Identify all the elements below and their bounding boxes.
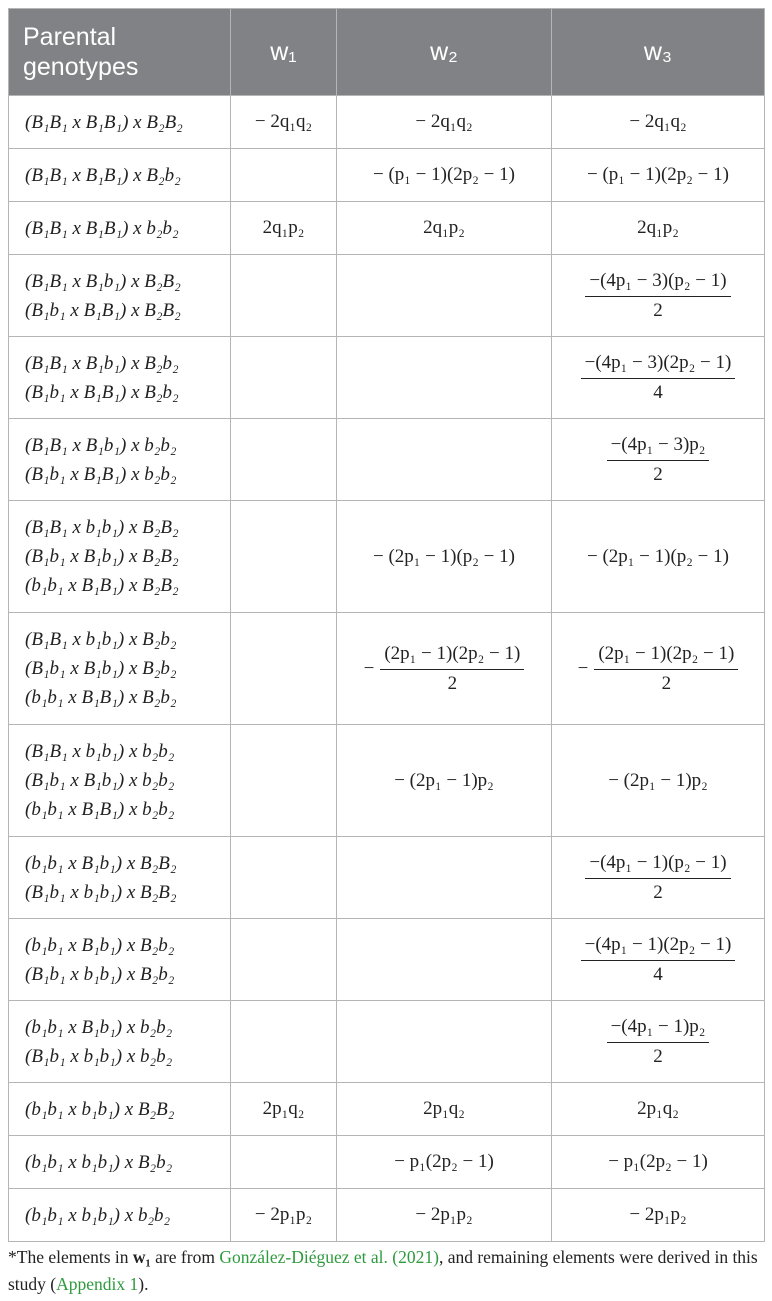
table-row bbox=[9, 202, 765, 255]
w1-cell bbox=[231, 255, 337, 337]
fraction bbox=[585, 270, 730, 322]
w3-fraction bbox=[585, 270, 730, 322]
table-container bbox=[8, 8, 764, 1242]
fraction-denominator: 2 bbox=[653, 463, 663, 485]
fraction bbox=[607, 434, 710, 486]
w3-fraction bbox=[607, 1016, 710, 1068]
w2-cell bbox=[337, 613, 552, 725]
genotype-line: (B₁b₁ x b₁b₁) x b₂b₂ bbox=[25, 1045, 173, 1067]
w3-fraction bbox=[585, 852, 730, 904]
w3-cell bbox=[552, 1001, 765, 1083]
w3-cell bbox=[552, 96, 765, 149]
genotype-cell bbox=[9, 725, 231, 837]
citation-link[interactable]: González-Diéguez et al. (2021) bbox=[219, 1247, 439, 1267]
w2-cell bbox=[337, 337, 552, 419]
genotype-cell bbox=[9, 337, 231, 419]
w2-value: − (2p₁ − 1)p₂ bbox=[394, 769, 494, 791]
w2-cell bbox=[337, 202, 552, 255]
w2-value: − (2p₁ − 1)(p₂ − 1) bbox=[373, 545, 515, 567]
fraction-numerator: −(4p₁ − 3)(p₂ − 1) bbox=[585, 270, 730, 297]
w3-value: − (2p₁ − 1)p₂ bbox=[608, 769, 708, 791]
genotype-table bbox=[8, 8, 765, 1242]
w1-cell bbox=[231, 919, 337, 1001]
table-row bbox=[9, 725, 765, 837]
w1-cell bbox=[231, 202, 337, 255]
w3-value: − (2p₁ − 1)(p₂ − 1) bbox=[587, 545, 729, 567]
w2-value: − (p₁ − 1)(2p₂ − 1) bbox=[373, 164, 515, 185]
w2-cell bbox=[337, 1136, 552, 1189]
fraction-denominator: 4 bbox=[653, 381, 663, 403]
genotype-line: (B₁B₁ x B₁B₁) x b₂b₂ bbox=[25, 217, 179, 239]
genotype-line: (B₁b₁ x B₁B₁) x B₂B₂ bbox=[25, 299, 181, 321]
w3-value: − 2q₁q₂ bbox=[629, 111, 687, 132]
w2-cell bbox=[337, 1189, 552, 1242]
fraction-denominator: 2 bbox=[447, 672, 458, 694]
header-row bbox=[9, 9, 765, 96]
table-row bbox=[9, 1001, 765, 1083]
w2-cell bbox=[337, 96, 552, 149]
genotype-line: (B₁B₁ x B₁B₁) x B₂b₂ bbox=[25, 164, 181, 186]
fraction-denominator: 2 bbox=[653, 1045, 663, 1067]
w1-cell bbox=[231, 1136, 337, 1189]
w3-value: 2p₁q₂ bbox=[637, 1098, 679, 1119]
genotype-cell bbox=[9, 613, 231, 725]
genotype-cell bbox=[9, 919, 231, 1001]
genotype-line: (b₁b₁ x B₁B₁) x b₂b₂ bbox=[25, 799, 175, 820]
table-body bbox=[9, 96, 765, 1242]
fraction-numerator: −(4p₁ − 1)(2p₂ − 1) bbox=[581, 934, 736, 961]
genotype-line: (B₁b₁ x b₁b₁) x B₂B₂ bbox=[25, 881, 177, 903]
genotype-line: (b₁b₁ x B₁b₁) x B₂b₂ bbox=[25, 934, 175, 956]
table-row bbox=[9, 419, 765, 501]
w1-value: − 2q₁q₂ bbox=[254, 111, 313, 132]
genotype-line: (B₁b₁ x B₁b₁) x B₂b₂ bbox=[25, 658, 177, 679]
header-genotypes: Parental genotypes bbox=[9, 9, 231, 96]
genotype-line: (B₁B₁ x b₁b₁) x b₂b₂ bbox=[25, 741, 175, 762]
w3-cell bbox=[552, 501, 765, 613]
header-w2: w₂ bbox=[337, 9, 552, 96]
fraction-numerator: (2p₁ − 1)(2p₂ − 1) bbox=[594, 643, 738, 670]
w2-cell bbox=[337, 149, 552, 202]
w1-cell bbox=[231, 337, 337, 419]
w3-cell bbox=[552, 1083, 765, 1136]
genotype-cell bbox=[9, 837, 231, 919]
header-w3: w₃ bbox=[552, 9, 765, 96]
genotype-cell bbox=[9, 1136, 231, 1189]
table-row bbox=[9, 613, 765, 725]
genotype-cell bbox=[9, 149, 231, 202]
w2-cell bbox=[337, 501, 552, 613]
w3-cell bbox=[552, 202, 765, 255]
w3-fraction bbox=[607, 434, 710, 486]
w1-cell bbox=[231, 1001, 337, 1083]
fraction-numerator: −(4p₁ − 3)p₂ bbox=[607, 434, 710, 461]
w2-cell bbox=[337, 419, 552, 501]
genotype-line: (B₁B₁ x b₁b₁) x B₂b₂ bbox=[25, 629, 177, 650]
w2-value: − 2q₁q₂ bbox=[415, 111, 473, 132]
footnote-text-4: ). bbox=[138, 1274, 149, 1294]
w1-cell bbox=[231, 725, 337, 837]
fraction bbox=[581, 934, 736, 986]
genotype-cell bbox=[9, 202, 231, 255]
w3-cell bbox=[552, 337, 765, 419]
table-row bbox=[9, 1136, 765, 1189]
genotype-line: (B₁B₁ x b₁b₁) x B₂B₂ bbox=[25, 517, 179, 538]
w1-value: 2q₁p₂ bbox=[262, 217, 305, 238]
w3-cell bbox=[552, 149, 765, 202]
table-row bbox=[9, 1189, 765, 1242]
table-row bbox=[9, 501, 765, 613]
w3-value: − 2p₁p₂ bbox=[629, 1204, 687, 1225]
fraction bbox=[380, 643, 524, 695]
genotype-line: (b₁b₁ x b₁b₁) x b₂b₂ bbox=[25, 1204, 171, 1226]
fraction bbox=[607, 1016, 710, 1068]
w1-cell bbox=[231, 149, 337, 202]
fraction-denominator: 2 bbox=[653, 299, 663, 321]
w2-cell bbox=[337, 837, 552, 919]
fraction-numerator: −(4p₁ − 3)(2p₂ − 1) bbox=[581, 352, 736, 379]
w3-cell bbox=[552, 419, 765, 501]
genotype-cell bbox=[9, 255, 231, 337]
genotype-line: (B₁b₁ x B₁b₁) x b₂b₂ bbox=[25, 770, 175, 791]
table-row bbox=[9, 337, 765, 419]
fraction-denominator: 4 bbox=[653, 963, 663, 985]
w3-cell bbox=[552, 1189, 765, 1242]
table-row bbox=[9, 149, 765, 202]
genotype-line: (B₁b₁ x B₁b₁) x B₂B₂ bbox=[25, 546, 179, 567]
w3-fraction bbox=[578, 643, 739, 695]
footnote-bold: w₁ bbox=[132, 1247, 151, 1267]
w2-fraction bbox=[364, 643, 525, 695]
genotype-cell bbox=[9, 1001, 231, 1083]
w2-cell bbox=[337, 1001, 552, 1083]
genotype-line: (B₁b₁ x b₁b₁) x B₂b₂ bbox=[25, 963, 175, 985]
fraction bbox=[581, 352, 736, 404]
w3-cell bbox=[552, 613, 765, 725]
genotype-line: (b₁b₁ x b₁b₁) x B₂b₂ bbox=[25, 1151, 173, 1173]
footnote-text-2: are from bbox=[150, 1247, 220, 1267]
fraction-numerator: (2p₁ − 1)(2p₂ − 1) bbox=[380, 643, 524, 670]
genotype-line: (B₁B₁ x B₁b₁) x b₂b₂ bbox=[25, 434, 177, 456]
minus-sign: − bbox=[363, 657, 375, 679]
w2-cell bbox=[337, 725, 552, 837]
w1-value: 2p₁q₂ bbox=[262, 1098, 305, 1119]
w3-cell bbox=[552, 725, 765, 837]
table-footnote bbox=[8, 1244, 766, 1298]
genotype-line: (b₁b₁ x B₁B₁) x B₂B₂ bbox=[25, 575, 179, 596]
table-row bbox=[9, 255, 765, 337]
w2-cell bbox=[337, 255, 552, 337]
w2-value: − p₁(2p₂ − 1) bbox=[394, 1151, 494, 1172]
genotype-line: (b₁b₁ x B₁b₁) x B₂B₂ bbox=[25, 852, 177, 874]
w3-cell bbox=[552, 255, 765, 337]
w1-cell bbox=[231, 837, 337, 919]
genotype-line: (B₁b₁ x B₁B₁) x B₂b₂ bbox=[25, 381, 179, 403]
genotype-line: (B₁B₁ x B₁b₁) x B₂B₂ bbox=[25, 270, 181, 292]
genotype-line: (b₁b₁ x b₁b₁) x B₂B₂ bbox=[25, 1098, 175, 1120]
w3-fraction bbox=[581, 934, 736, 986]
w1-cell bbox=[231, 1189, 337, 1242]
table-row bbox=[9, 837, 765, 919]
genotype-line: (b₁b₁ x B₁B₁) x B₂b₂ bbox=[25, 687, 177, 708]
w2-value: − 2p₁p₂ bbox=[415, 1204, 473, 1225]
w1-cell bbox=[231, 1083, 337, 1136]
fraction bbox=[585, 852, 730, 904]
fraction-numerator: −(4p₁ − 1)p₂ bbox=[607, 1016, 710, 1043]
w2-cell bbox=[337, 919, 552, 1001]
genotype-cell bbox=[9, 1189, 231, 1242]
w1-cell bbox=[231, 96, 337, 149]
w3-cell bbox=[552, 837, 765, 919]
genotype-cell bbox=[9, 501, 231, 613]
header-w1: w₁ bbox=[231, 9, 337, 96]
minus-sign: − bbox=[577, 657, 589, 679]
w1-cell bbox=[231, 501, 337, 613]
footnote-text: *The elements in bbox=[8, 1247, 133, 1267]
genotype-cell bbox=[9, 96, 231, 149]
w2-value: 2q₁p₂ bbox=[423, 217, 465, 238]
fraction-denominator: 2 bbox=[653, 881, 663, 903]
genotype-cell bbox=[9, 419, 231, 501]
w3-fraction bbox=[581, 352, 736, 404]
appendix-link[interactable]: Appendix 1 bbox=[56, 1274, 139, 1294]
fraction bbox=[594, 643, 738, 695]
w1-cell bbox=[231, 419, 337, 501]
genotype-cell bbox=[9, 1083, 231, 1136]
genotype-line: (b₁b₁ x B₁b₁) x b₂b₂ bbox=[25, 1016, 173, 1038]
w3-value: 2q₁p₂ bbox=[637, 217, 679, 238]
w2-value: 2p₁q₂ bbox=[423, 1098, 465, 1119]
fraction-denominator: 2 bbox=[661, 672, 672, 694]
w3-cell bbox=[552, 1136, 765, 1189]
genotype-line: (B₁B₁ x B₁b₁) x B₂b₂ bbox=[25, 352, 179, 374]
fraction-numerator: −(4p₁ − 1)(p₂ − 1) bbox=[585, 852, 730, 879]
footnote-text-3: , and remaining elements were derived in this study ( bbox=[8, 1247, 758, 1294]
table-row bbox=[9, 919, 765, 1001]
table-row bbox=[9, 1083, 765, 1136]
w1-value: − 2p₁p₂ bbox=[254, 1204, 313, 1225]
w3-cell bbox=[552, 919, 765, 1001]
w2-cell bbox=[337, 1083, 552, 1136]
table-row bbox=[9, 96, 765, 149]
w3-value: − (p₁ − 1)(2p₂ − 1) bbox=[587, 164, 729, 185]
genotype-line: (B₁b₁ x B₁B₁) x b₂b₂ bbox=[25, 463, 177, 485]
w1-cell bbox=[231, 613, 337, 725]
w3-value: − p₁(2p₂ − 1) bbox=[608, 1151, 708, 1172]
genotype-line: (B₁B₁ x B₁B₁) x B₂B₂ bbox=[25, 111, 183, 133]
